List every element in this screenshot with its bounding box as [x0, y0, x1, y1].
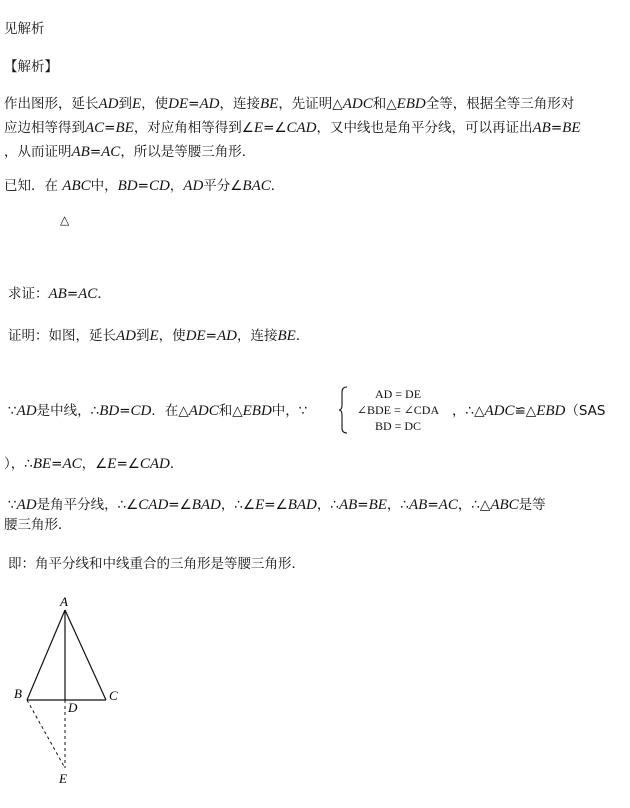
triangle-figure — [0, 590, 140, 790]
side-ab — [27, 610, 65, 700]
system-row-2: ∠BDE = ∠CDA — [356, 403, 440, 417]
prove-statement: 求证：AB=AC． — [8, 286, 111, 302]
proof-intro: 证明：如图，延长AD到E，使DE=AD，连接BE． — [8, 328, 310, 344]
system-row-3: BD = DC — [374, 419, 422, 433]
label-b: B — [14, 686, 22, 701]
section-title: 【解析】 — [4, 59, 58, 75]
label-e: E — [59, 771, 67, 786]
answer-header: 见解析 — [4, 21, 45, 37]
proof-line-1-right: ，∴△ADC≌△EBD（SAS — [452, 403, 606, 419]
given-statement: 已知．在 ABC中，BD=CD，AD平分∠BAC． — [4, 178, 285, 194]
triangle-symbol: △ — [60, 213, 70, 227]
proof-line-1-left: ∵AD是中线，∴BD=CD．在△ADC和△EBD中，∵ — [8, 403, 308, 419]
analysis-paragraph: 作出图形，延长AD到E，使DE=AD，连接BE，先证明△ADC和△EBD全等，根据全等三角形对 应边相等得到AC=BE，对应角相等得到∠E=∠CAD，又中线也是角平分线，可以再证出AB=BE ，从而证明AB=AC，所以是等腰三角形． — [4, 96, 581, 160]
label-c: C — [109, 688, 118, 703]
proof-line-2: ），∴BE=AC，∠E=∠CAD． — [4, 456, 184, 472]
proof-line-3: ∵AD是角平分线，∴∠CAD=∠BAD，∴∠E=∠BAD，∴AB=BE，∴AB=AC，∴△ABC是等 — [8, 497, 546, 513]
segment-be — [27, 700, 65, 768]
proof-line-3-continued: 腰三角形． — [4, 517, 72, 533]
conclusion: 即：角平分线和中线重合的三角形是等腰三角形． — [8, 556, 305, 572]
left-brace-icon — [338, 386, 348, 434]
side-ac — [65, 610, 106, 700]
congruence-equation-system — [338, 386, 448, 434]
label-d: D — [68, 700, 78, 715]
label-a: A — [60, 594, 68, 609]
system-row-1: AD = DE — [374, 387, 422, 401]
